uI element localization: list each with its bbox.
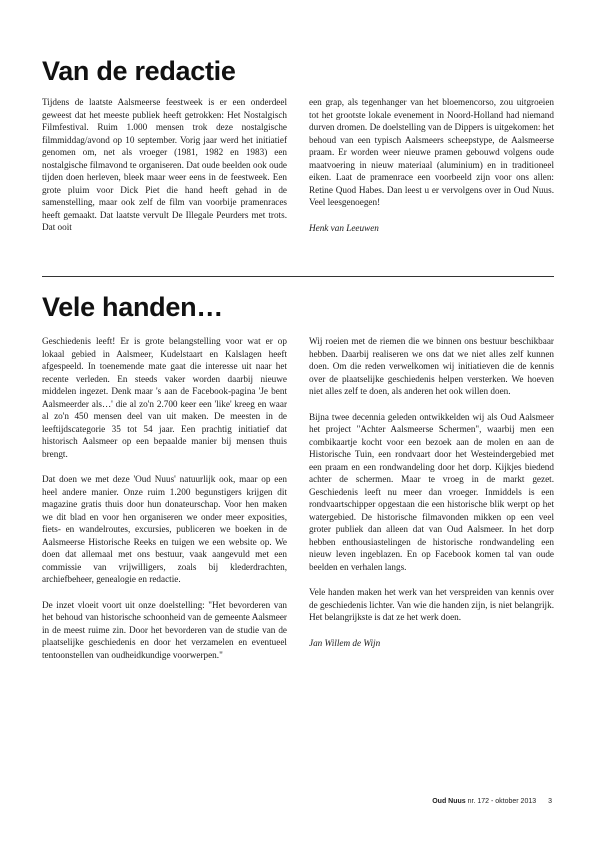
author-signature: Henk van Leeuwen (309, 222, 379, 233)
author-signature: Jan Willem de Wijn (309, 637, 381, 648)
issue-info: nr. 172 - oktober 2013 (467, 798, 537, 805)
paragraph: De inzet vloeit voort uit onze doelstelling: "Het bevorderen van het behoud van historische schoonheid van de gemeente Aalsmeer in de meest ruime zin. Door het bevorderen van de studie van de plaatselijke geschiedenis en door het verzamelen en eventueel tentoonstellen van oudheidkundige voorwerpen." (42, 599, 287, 660)
page-number: 3 (548, 798, 552, 805)
section-title-redactie: Van de redactie (42, 56, 236, 86)
column-left (42, 335, 287, 674)
paragraph: Wij roeien met de riemen die we binnen ons bestuur beschikbaar hebben. Daarbij realiseren we ons dat we niet alles zelf kunnen doen. Om die reden verwelkomen wij initiatieven die de kennis over de plaatselijke geschiedenis helpen versterken. We hoeven niet alles zelf te doen, als anderen het ook willen doen. (309, 336, 554, 396)
column-left (42, 96, 287, 247)
paragraph: Tijdens de laatste Aalsmeerse feestweek is er een onderdeel geweest dat het meeste publiek heeft getrokken: Het Nostalgisch Filmfestival. Ruim 1.000 mensen trok deze nostalgische filmmiddag/avond op 10 september. Vorig jaar werd het initiatief genomen om, net als vroeger (1981, 1982 en 1983) een nostalgische filmavond te organiseren. Dat oude beelden ook oude tijden doen herleven, bleek maar weer eens in de feestweek. Een grote pluim voor Dick Piet die hand heeft gehad in de samenstelling, maar ook zelf de film van voorbije pramenraces heeft gemaakt. Dat laatste vervult De Illegale Peurders met trots. Dat ooit (42, 97, 287, 232)
section-divider (42, 276, 554, 277)
paragraph: Bijna twee decennia geleden ontwikkelden wij als Oud Aalsmeer het project "Achter Aalsmeerse Schermen", waarbij men een combikaartje kocht voor een bezoek aan de molen en aan de Historische Tuin, een rondvaart door het Westeindergebied met een praam en een rondwandeling door het dorp. Kijkjes biedend achter de schermen. Maar te vroeg in de markt gezet. Geschiedenis leeft nu meer dan vroeger. Inmiddels is een rondvaartschipper opgestaan die een historische blik werpt op het watergebied. De historische filmavonden mikken op een veel groter publiek dan alleen dat van Oud Aalsmeer. In het dorp hebben enthousiastelingen de historische rondwandeling een nieuw leven ingeblazen. En op Facebook komen tal van oude beelden en verhalen langs. (309, 411, 554, 572)
section-title-vele-handen: Vele handen… (42, 292, 223, 322)
section-redactie-body (42, 96, 554, 247)
magazine-name: Oud Nuus (432, 798, 466, 805)
paragraph: Vele handen maken het werk van het verspreiden van kennis over de geschiedenis lichter. Van wie die handen zijn, is niet belangrijk. Het belangrijkste is dat ze het werk doen. (309, 587, 554, 622)
paragraph: een grap, als tegenhanger van het bloemencorso, zou uitgroeien tot het grootste lokale evenement in Noord-Holland had niemand durven dromen. De doelstelling van de Dippers is uitgekomen: het behoud van een typisch Aalsmeers scheepstype, de Aalsmeerse praam. Er worden weer nieuwe pramen gebouwd volgens oude maatvoering in nieuw materiaal (aluminium) en in traditioneel eiken. Laat de pramenrace een voorbeeld zijn voor ons allen: Retine Quod Habes. Dan leest u er vervolgens over in Oud Nuus. Veel leesgenoegen! (309, 97, 554, 207)
paragraph: Geschiedenis leeft! Er is grote belangstelling voor wat er op lokaal gebied in Aalsmeer, Kudelstaart en Kalslagen heeft afgespeeld. In toenemende mate gaat die interesse uit naar het recente verleden. En steeds vaker worden daarbij nieuwe middelen ingezet. Denk maar 's aan de Facebook-pagina 'Je bent Aalsmeerder als…' die al zo'n 2.700 keer een 'like' kreeg en waar al zo'n 450 mensen deel van uit maken. De meesten in de leeftijdscategorie 35 tot 54 jaar. Een prachtig initiatief dat historisch Aalsmeer op een bepaalde manier bij mensen thuis brengt. (42, 336, 287, 459)
section-vele-handen-body (42, 335, 554, 674)
paragraph: Dat doen we met deze 'Oud Nuus' natuurlijk ook, maar op een heel andere manier. Onze ruim 1.200 begunstigers krijgen dit magazine gratis thuis door hun donateurschap. Voor hen maken we dit blad en voor hen organiseren we onder meer exposities, fiets- en wandelroutes, excursies, publiceren we boeken in de Aalsmeerse Historische Reeks en tuigen we een website op. We doen dat allemaal met ons bestuur, vaak aangevuld met een commissie van vrijwilligers, zoals bij klederdrachten, archiefbeheer, genealogie en redactie. (42, 474, 287, 584)
column-right (309, 335, 554, 674)
page-footer (432, 798, 552, 805)
column-right (309, 96, 554, 247)
